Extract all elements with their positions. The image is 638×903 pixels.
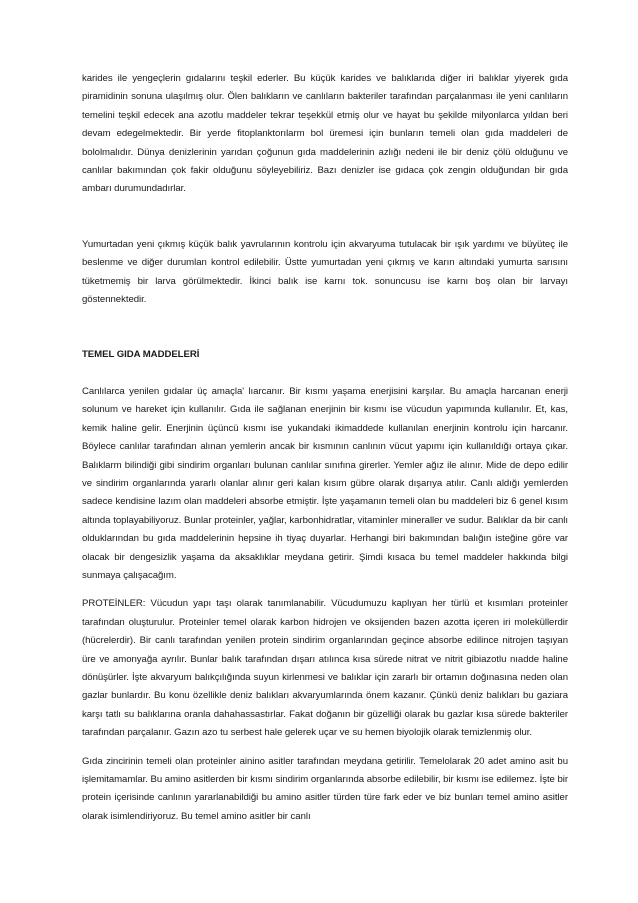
section-heading: TEMEL GIDA MADDELERİ xyxy=(82,349,200,361)
paragraph-basic-nutrients: Canlılarca yenilen gıdalar üç amaçla' lıarcanır. Bir kısmı yaşama enerjisini karşılar. Bu amaçla harcanan enerji solunum ve hareket için kullanılır. Gıda ile sağlanan enerjinin bir kısmı ise vücudun yapımında kullanılır. Et, kas, kemik haline gelir. Enerjinin üçüncü kısmı ise yukandaki ikimaddede kullanılan enerjinin kontrolu için harcanır. Böylece canlılar tarafından alınan yemlerin ancak bir kısmının canlının vücut yapımı için kullanıldığı ortaya çıkar. Balıklarm bilindiği gibi sindirim organları bulunan canlılar sınıfına girerler. Yemler ağız ile alınır. Mide de depo edilir ve sindirim organlarında yararlı olanlar alınır geri kalan kısım gübre olarak dışarıya atılır. Canlı aldığı yemlerden sadece kendisine lazım olan maddeleri absorbe etmiştir. İşte yaşamanın temeli olan bu maddeleri biz 6 genel kısım altında toplayabiliyoruz. Bunlar proteinler, yağlar, karbonhidratlar, vitaminler mineraller ve sudur. Balıklar da bir canlı olduklarından bu gıda maddelerinin hepsine ih tiyaç duyarlar. Herhangi biri bakımından balığın isteğine göre var olacak bir dengesizlik yaşama da aksaklıklar meydana getirir. Şimdi kısaca bu temel maddeler hakkında bilgi sunmaya çalışacağım. xyxy=(82,385,568,581)
paragraph-larva-control: Yumurtadan yeni çıkmış küçük balık yavrularının kontrolu için akvaryuma tutulacak bir ışık yardımı ve büyüteç ile beslenme ve diğer durumlan kontrol edilebilir. Üstte yumurtadan yeni çıkmış ve karın altındaki yumurta sarısını tüketmemiş bir larva görülmektedir. İkinci balık ise karnı tok. sonuncusu ise karnı boş olan bir larvayı göstennektedir. xyxy=(82,238,568,306)
paragraph-food-pyramid: karides ile yengeçlerin gıdalarını teşkil ederler. Bu küçük karides ve balıklarıda diğer iri balıklar yiyerek gıda piramidinin sonuna ulaşılmış olur. Ölen balıkların ve canlıların bakteriler tarafından parçalanması ile yeni canlıların temelini teşkil edecek ana azotlu maddeler tekrar teşekkül etmiş olur ve hayat bu şekilde milyonlarca yıldan beri devam edegelmektedir. Bir yerde fitoplanktorılarm bol üremesi için bunların temeli olan gıda maddeleri de bololmalıdır. Dünya denizlerinin yarıdan çoğunun gıda maddelerinin azlığı nedeni ile bir deniz çölü olduğunu ve canlılar bakımından çok fakir olduğunu söyleyebiliriz. Bazı denizler ise gıdaca çok zengin olduğundan bir gıda ambarı durumundadırlar. xyxy=(82,73,568,195)
paragraph-proteins: PROTEİNLER: Vücudun yapı taşı olarak tanımlanabilir. Vücudumuzu kaplıyan her türlü et kısımları proteinler tarafından oluşturulur. Proteinler temel olarak karbon hidrojen ve oksijenden bazen azotta içeren iri moleküllerdir (hücrelerdir). Bir canlı tarafından yenilen protein sindirim organlarından geçince absorbe edilince nitrojen taşıyan üre ve amonyağa ayrılır. Bunlar balık tarafından dışarı atılınca kısa sürede nitrat ve nitrit gibiazotlu nıadde haline dönüşürler. İşte akvaryum balıkçılığında suyun kirlenmesi ve balıklar için zararlı bir ortamın doğınasına neden olan gazlar bunlardır. Bu konu özellikle deniz balıkları akvaryumlarında önem kazanır. Çünkü deniz balıkları bu gaziara karşı tatlı su balıklarına oranla dahahassastırlar. Fakat doğanın bir güzelliği olarak bu gazlar kısa sürede bakteriler tarafından parçalanır. Gazın azo tu serbest hale gelerek uçar ve su hemen biyolojik olarak temizlenmiş olur. xyxy=(82,598,568,739)
document-page xyxy=(82,70,568,826)
paragraph-amino-acids: Gıda zincirinin temeli olan proteinler ainino asitler tarafından meydana getirilir. Temelolarak 20 adet amino asit bu işlemitamamlar. Bu amino asitlerden bir kısmı sindirim organlarında absorbe edilebilir, bir kısmı ise edilemez. İşte bir protein içerisinde canlının yararlanabildiği bu amino asitler türden türe fark eder ve biz bunları temel amino asitler olarak isimlendiriyoruz. Bu temel amino asitler bir canlı xyxy=(82,755,568,822)
